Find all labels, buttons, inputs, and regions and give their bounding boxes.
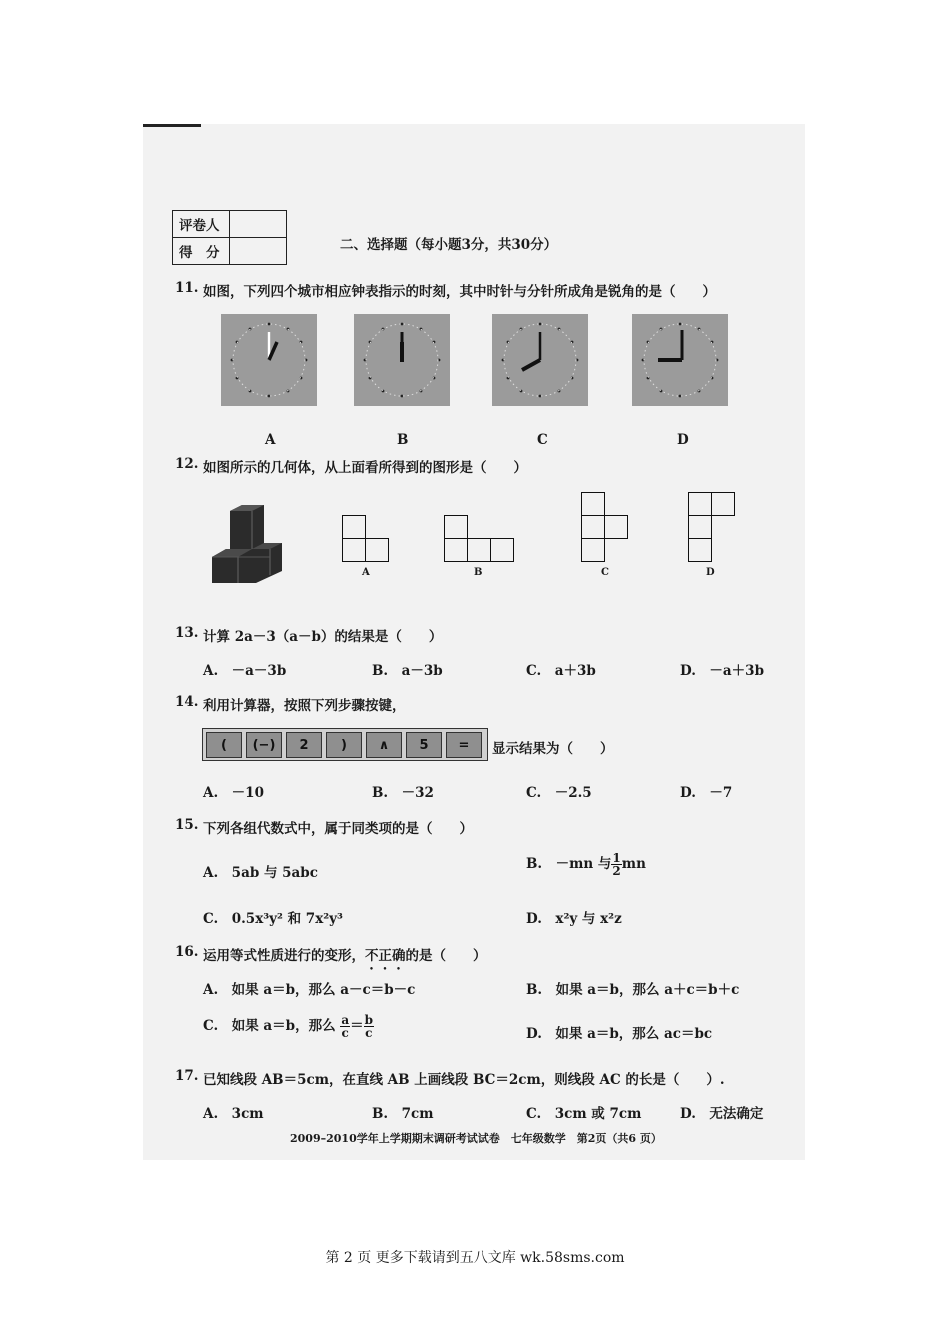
q14-number: 14. [175,694,199,710]
key-power: ∧ [366,732,402,758]
q16-option-a: A. 如果 a＝b，那么 a－c＝b－c [203,982,416,998]
key-equals: = [446,732,482,758]
q13-option-a: A. －a－3b [203,663,287,679]
q14-option-a: A. －10 [203,785,264,801]
q16-text-emphasis: 不正确 [365,948,406,964]
clock-c-image [492,314,588,406]
q11-label-a: A [265,432,276,448]
q16-text [203,944,487,973]
fraction-numerator: a [341,1013,350,1027]
key-close-paren: ) [326,732,362,758]
section-title: 二、选择题（每小题3分，共30分） [340,237,558,253]
reviewer-label: 评卷人 [173,211,230,238]
q11-label-d: D [677,432,689,448]
q12-label-c: C [601,567,609,578]
q17-option-a: A. 3cm [203,1106,264,1122]
q17-option-d: D. 无法确定 [680,1106,764,1122]
grader-table [172,210,287,265]
q13-option-b: B. a－3b [372,663,443,679]
q16-option-c-equals: ＝ [350,1018,364,1034]
q17-option-c: C. 3cm 或 7cm [526,1106,642,1122]
fraction-b-over-c [364,1014,374,1039]
key-two: 2 [286,732,322,758]
q16-number: 16. [175,944,199,960]
q15-option-c: C. 0.5x³y² 和 7x²y³ [203,911,343,927]
fraction-denominator: c [365,1026,373,1040]
q17-number: 17. [175,1068,199,1084]
q12-number: 12. [175,456,199,472]
q16-option-b: B. 如果 a＝b，那么 a＋c＝b＋c [526,982,740,998]
fraction-numerator: b [364,1013,373,1027]
q11-label-b: B [397,432,409,448]
q16-text-pre: 运用等式性质进行的变形， [203,948,365,964]
q14-text: 利用计算器，按照下列步骤按键， [203,698,406,714]
q14-option-c: C. －2.5 [526,785,592,801]
q12-label-b: B [474,567,483,578]
exam-footer: 2009–2010学年上学期期末调研考试试卷 七年级数学 第2页（共6 页） [290,1132,662,1145]
q15-text: 下列各组代数式中，属于同类项的是（ ） [203,821,473,837]
key-open-paren: ( [206,732,242,758]
q14-option-b: B. －32 [372,785,434,801]
key-five: 5 [406,732,442,758]
q13-option-d: D. －a＋3b [680,663,765,679]
q17-text: 已知线段 AB＝5cm，在直线 AB 上画线段 BC＝2cm，则线段 AC 的长是（ ）. [203,1072,725,1088]
q12-label-d: D [706,567,715,578]
q15-option-d: D. x²y 与 x²z [526,911,622,927]
score-box [230,238,287,265]
fraction-a-over-c [340,1014,350,1039]
score-label: 得 分 [173,238,230,265]
q17-option-b: B. 7cm [372,1106,434,1122]
q11-number: 11. [175,280,199,296]
fraction-denominator: 2 [612,864,621,878]
q16-option-c-pre: C. 如果 a＝b，那么 [203,1018,336,1034]
key-negative: (−) [246,732,282,758]
q16-option-c [203,1014,374,1039]
q12-text: 如图所示的几何体，从上面看所得到的图形是（ ） [203,460,527,476]
site-footer: 第 2 页 更多下载请到五八文库 wk.58sms.com [325,1250,625,1266]
q13-option-c: C. a＋3b [526,663,596,679]
fraction-numerator: 1 [612,851,621,865]
q14-option-d: D. －7 [680,785,733,801]
solid-figure-image [208,503,288,585]
q16-option-d: D. 如果 a＝b，那么 ac＝bc [526,1026,713,1042]
q15-option-a: A. 5ab 与 5abc [203,865,318,881]
q11-text: 如图，下列四个城市相应钟表指示的时刻，其中时针与分针所成角是锐角的是（ ） [203,284,716,300]
q16-text-post: 的是（ ） [405,948,487,964]
q13-text: 计算 2a－3（a－b）的结果是（ ） [203,629,443,645]
fraction-one-half [611,852,621,877]
scan-edge-line [143,124,201,127]
q15-number: 15. [175,817,199,833]
clock-a-image [221,314,317,406]
clock-d-image [632,314,728,406]
q14-tail: 显示结果为（ ） [492,741,614,757]
q15-option-b-post: mn [621,856,646,872]
q11-label-c: C [537,432,548,448]
clock-b-image [354,314,450,406]
q12-label-a: A [362,567,370,578]
q13-number: 13. [175,625,199,641]
q15-option-b-pre: B. －mn 与 [526,856,612,872]
fraction-denominator: c [341,1026,349,1040]
q15-option-b [526,852,646,877]
reviewer-box [230,211,287,238]
